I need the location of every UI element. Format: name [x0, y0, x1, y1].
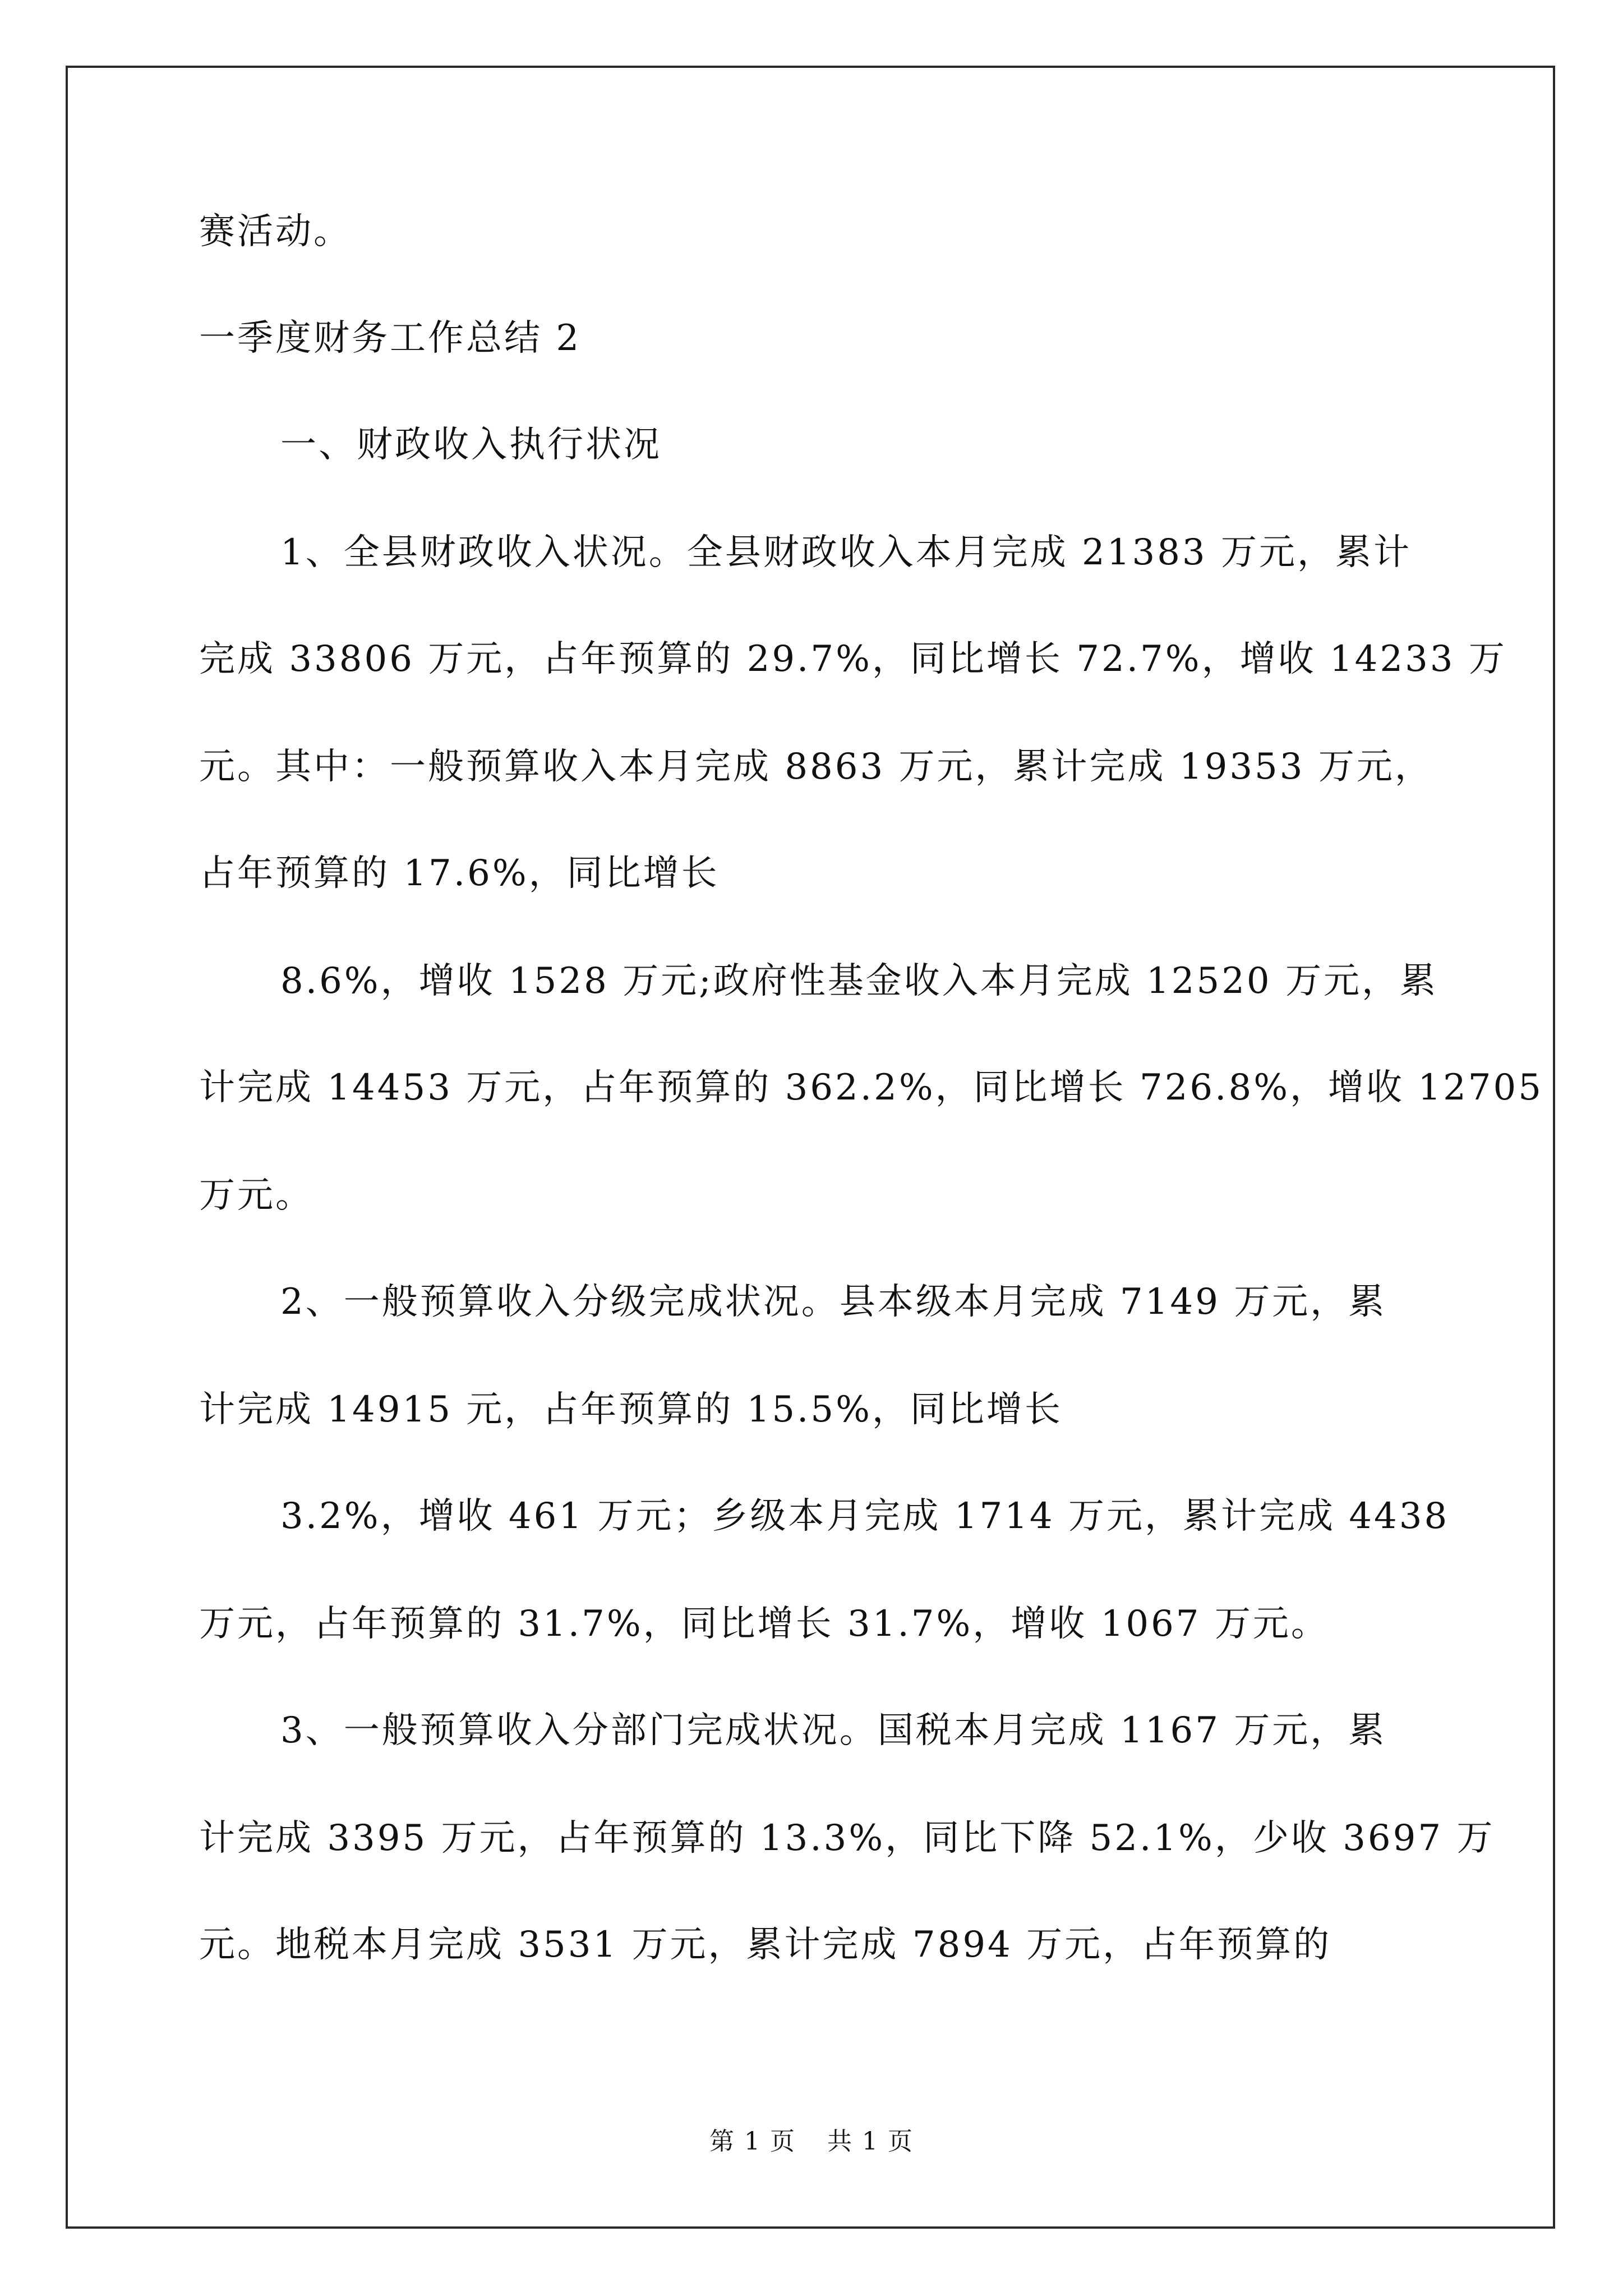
- text-line: 2、一般预算收入分级完成状况。县本级本月完成 7149 万元，累: [280, 1281, 1387, 1323]
- page-footer: [0, 2125, 1623, 2159]
- text-line: 完成 33806 万元，占年预算的 29.7%，同比增长 72.7%，增收 14233 万: [199, 638, 1507, 680]
- text-line: 万元。: [199, 1175, 313, 1216]
- page-number: 第 1 页: [709, 2127, 796, 2156]
- text-line: 3、一般预算收入分部门完成状况。国税本月完成 1167 万元，累: [280, 1710, 1387, 1751]
- text-line: 占年预算的 17.6%，同比增长: [199, 853, 720, 894]
- text-line: 1、全县财政收入状况。全县财政收入本月完成 21383 万元，累计: [280, 532, 1412, 573]
- text-line: 计完成 14915 元，占年预算的 15.5%，同比增长: [199, 1389, 1063, 1430]
- text-line: 万元，占年预算的 31.7%，同比增长 31.7%，增收 1067 万元。: [199, 1603, 1329, 1645]
- subsection-heading: 一、财政收入执行状况: [280, 424, 662, 466]
- page-total: 共 1 页: [827, 2127, 914, 2156]
- text-line: 元。其中：一般预算收入本月完成 8863 万元，累计完成 19353 万元，: [199, 746, 1433, 788]
- text-line: 赛活动。: [199, 211, 352, 252]
- text-line: 元。地税本月完成 3531 万元，累计完成 7894 万元，占年预算的: [199, 1924, 1332, 1966]
- text-line: 3.2%，增收 461 万元；乡级本月完成 1714 万元，累计完成 4438: [280, 1496, 1450, 1537]
- text-line: 计完成 3395 万元，占年预算的 13.3%，同比下降 52.1%，少收 3697 万: [199, 1818, 1495, 1859]
- page-border: [66, 66, 1555, 2229]
- text-line: 计完成 14453 万元，占年预算的 362.2%，同比增长 726.8%，增收 12705: [199, 1067, 1543, 1108]
- section-heading: 一季度财务工作总结 2: [199, 318, 582, 359]
- text-line: 8.6%，增收 1528 万元;政府性基金收入本月完成 12520 万元，累: [280, 960, 1438, 1002]
